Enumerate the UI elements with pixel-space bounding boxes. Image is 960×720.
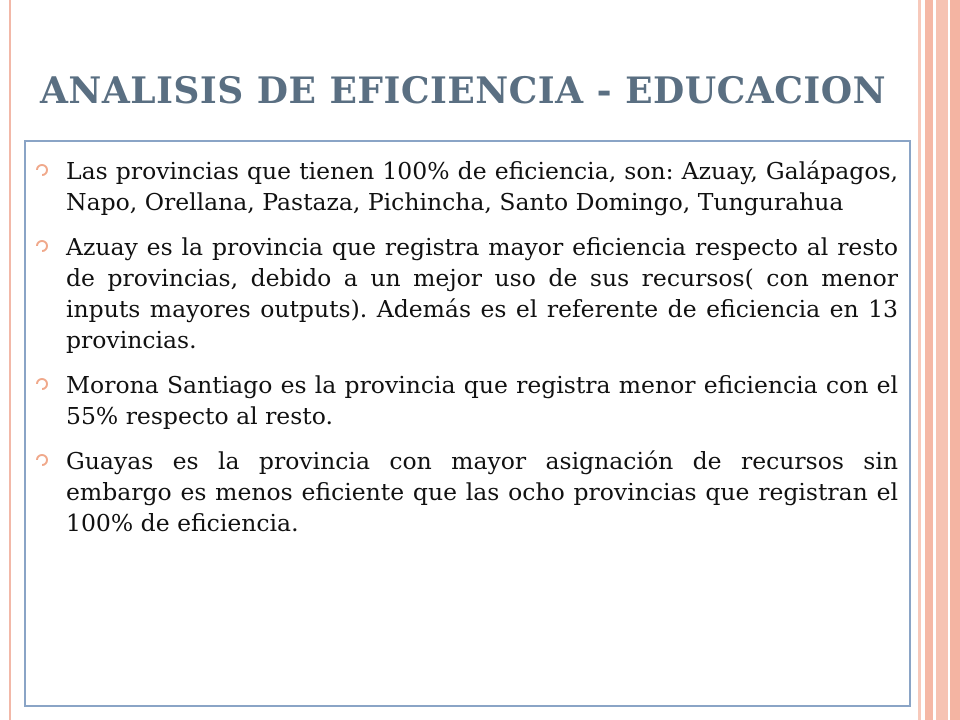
bullet-item — [36, 156, 898, 218]
bullet-icon — [36, 164, 48, 176]
left-decorative-line — [9, 0, 11, 720]
bullet-text: Morona Santiago es la provincia que registra menor eficiencia con el 55% respecto al resto. — [66, 371, 898, 430]
bullet-text: Las provincias que tienen 100% de eficiencia, son: Azuay, Galápagos, Napo, Orellana, Pastaza, Pichincha, Santo Domingo, Tungurahua — [66, 157, 898, 216]
bullet-text: Guayas es la provincia con mayor asignación de recursos sin embargo es menos eficiente que las ocho provincias que registran el 100% de eficiencia. — [66, 447, 898, 537]
right-decorative-stripes — [918, 0, 960, 720]
bullet-list — [36, 156, 898, 553]
bullet-item — [36, 446, 898, 539]
bullet-icon — [36, 240, 48, 252]
bullet-icon — [36, 454, 48, 466]
bullet-item — [36, 370, 898, 432]
bullet-text: Azuay es la provincia que registra mayor eficiencia respecto al resto de provincias, debido a un mejor uso de sus recursos( con menor inputs mayores outputs). Además es el referente de eficiencia en 13 provincias. — [66, 233, 898, 354]
slide-title: ANALISIS DE EFICIENCIA - EDUCACION — [40, 70, 886, 112]
bullet-icon — [36, 378, 48, 390]
bullet-item — [36, 232, 898, 356]
content-box — [24, 140, 911, 707]
